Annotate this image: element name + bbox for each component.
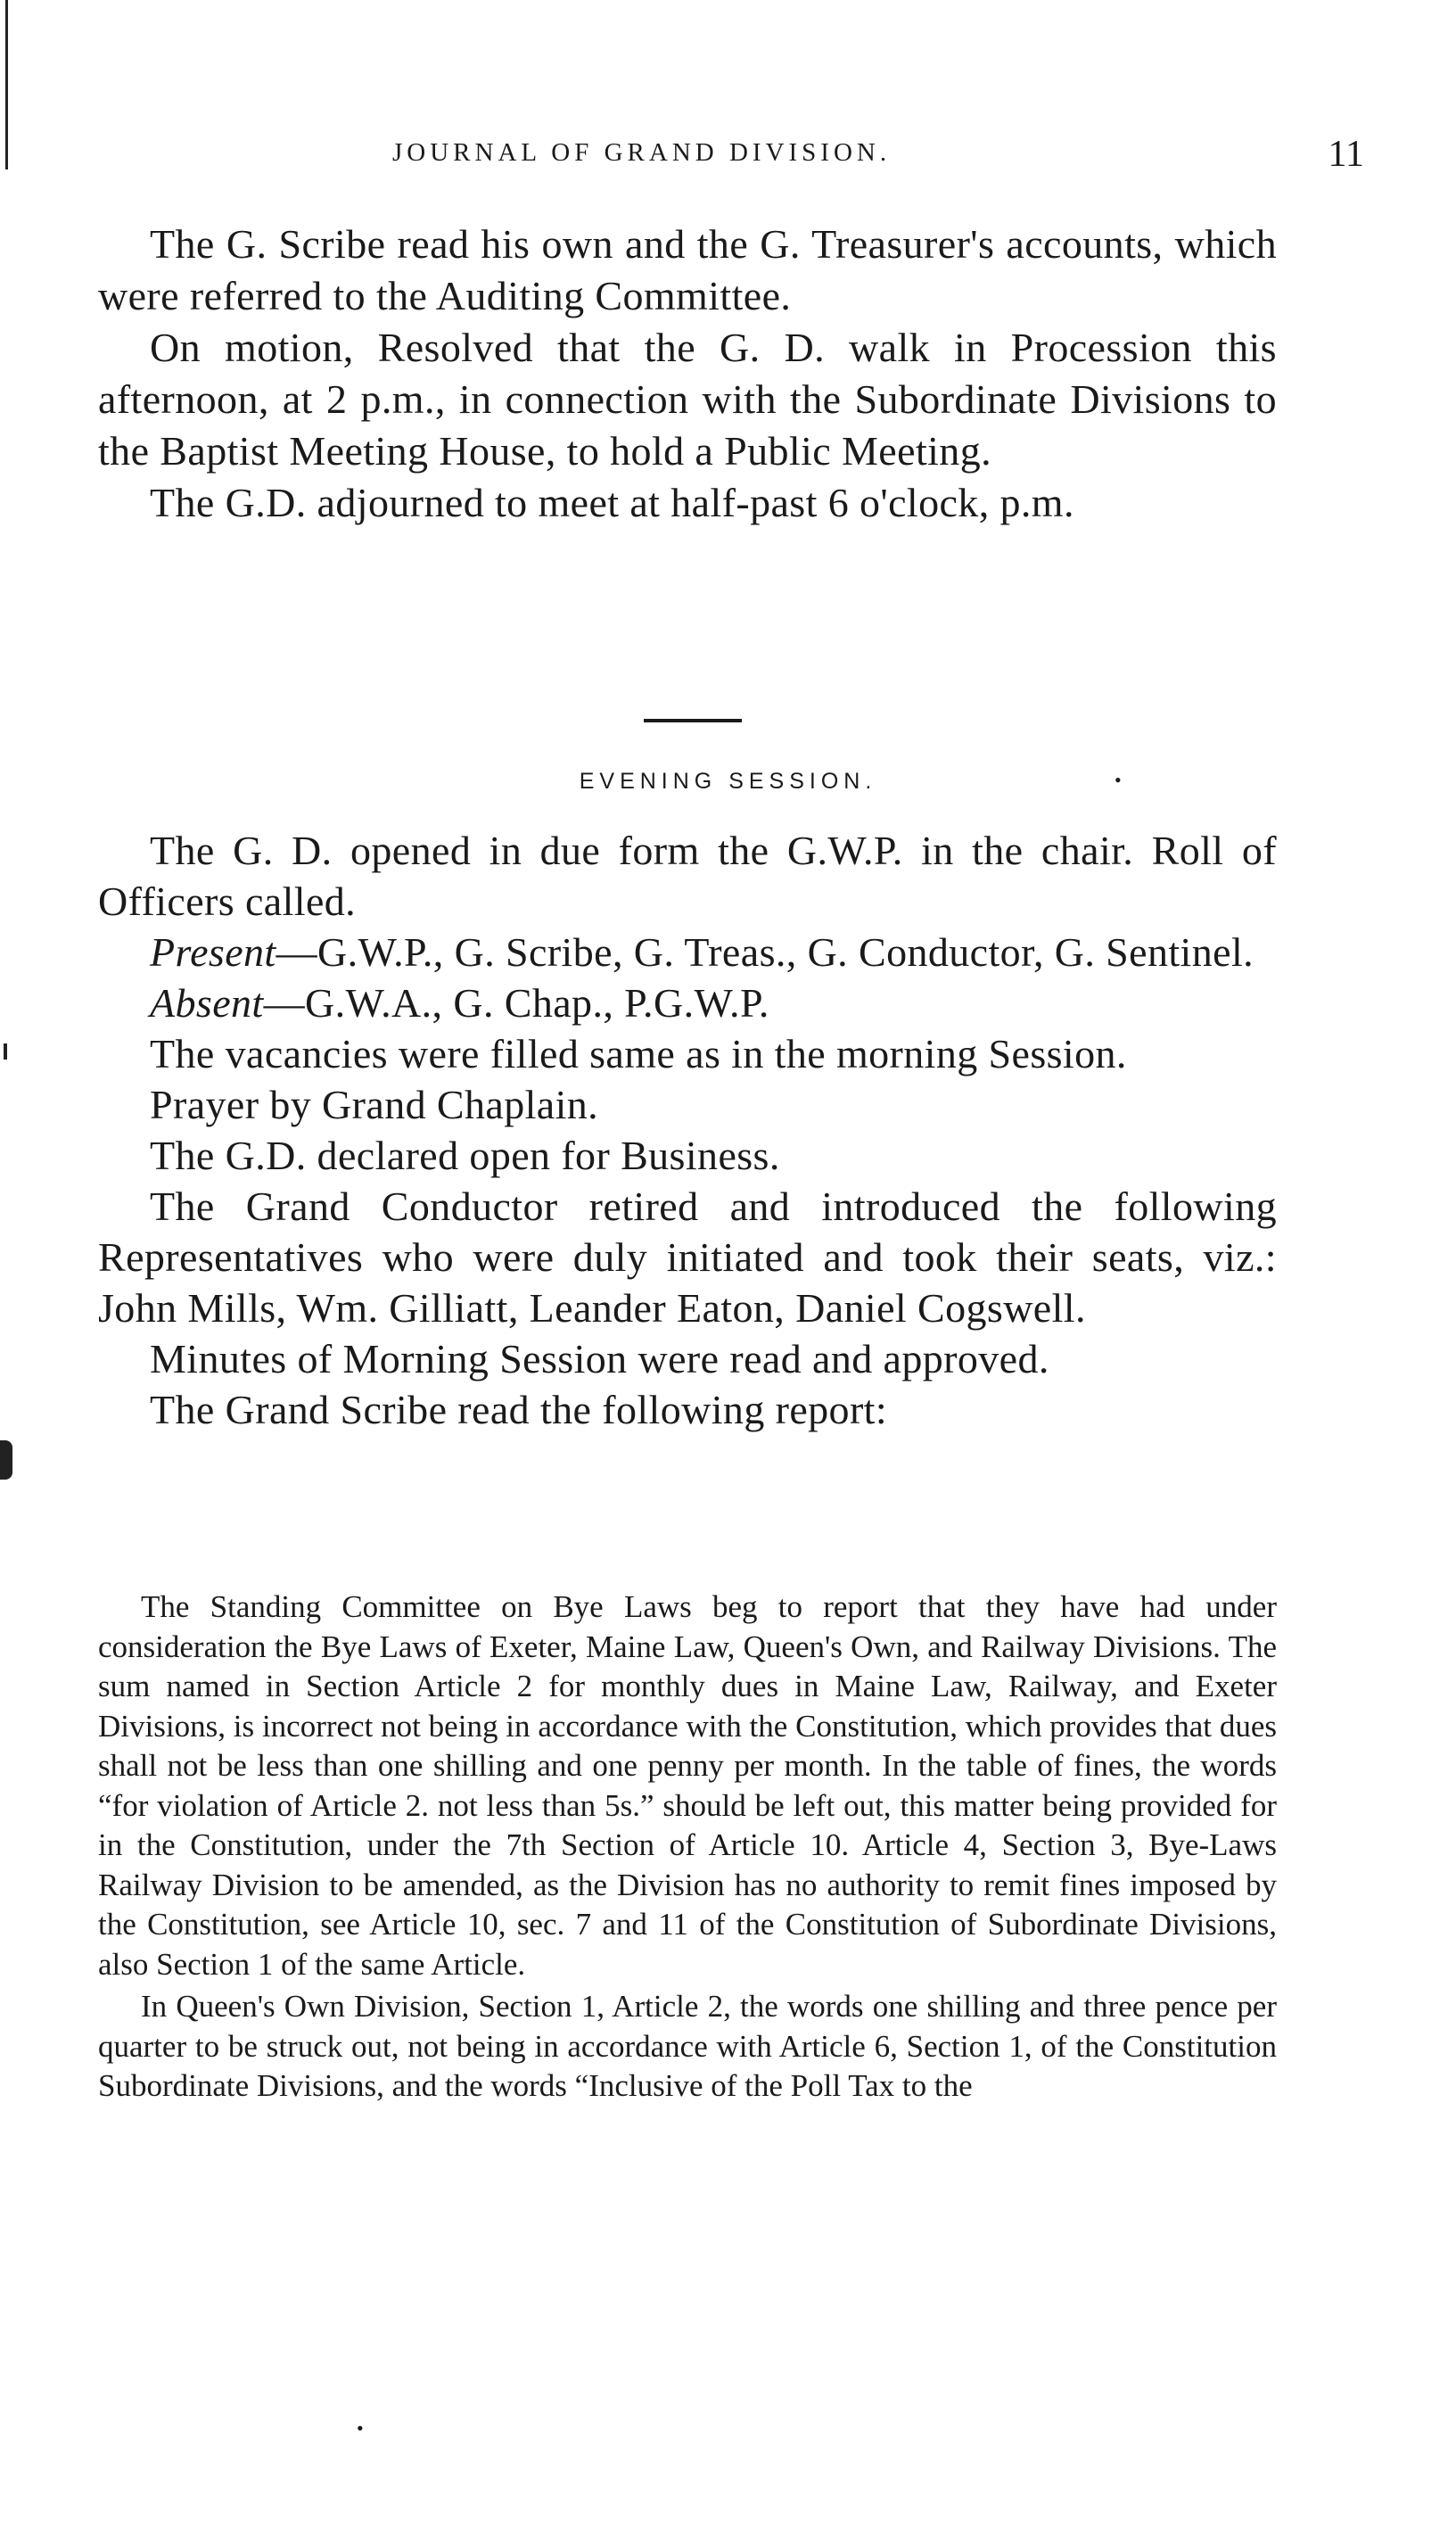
paragraph-vacancies: The vacancies were filled same as in the morning Session. [150,1031,1127,1076]
absent-list: —G.W.A., G. Chap., P.G.W.P. [263,980,769,1026]
page-number: 11 [1328,134,1364,175]
section-divider [644,719,742,722]
ink-speck: • [357,2417,364,2439]
absent-label: Absent [150,980,264,1026]
morning-session-text [98,219,1277,529]
paragraph-procession: On motion, Resolved that the G. D. walk in Procession this afternoon, at 2 p.m., in connection with the Subordinate Divisions to the Baptist Meeting House, to hold a Public Meeting. [98,325,1277,474]
paragraph-report-intro: The Grand Scribe read the following report: [150,1387,888,1432]
paragraph-present [98,927,1277,977]
paragraph-minutes: Minutes of Morning Session were read and approved. [150,1336,1049,1381]
scan-edge-mark [0,1440,12,1480]
evening-session-heading: EVENING SESSION. [579,769,877,794]
ink-speck: • [1115,769,1122,791]
paragraph-absent [98,977,1277,1028]
paragraph-opened: The G. D. opened in due form the G.W.P. in the chair. Roll of Officers called. [98,828,1277,924]
present-list: —G.W.P., G. Scribe, G. Treas., G. Conductor, G. Sentinel. [276,929,1254,975]
paragraph-representatives: The Grand Conductor retired and introduced the following Representatives who were duly initiated and took their seats, viz.: John Mills, Wm. Gilliatt, Leander Eaton, Daniel Cogswell. [98,1183,1277,1331]
bye-laws-report [98,1588,1277,2107]
scan-edge-mark [5,0,8,169]
report-paragraph: In Queen's Own Division, Section 1, Article 2, the words one shilling and three pence per quarter to be struck out, not being in accordance with Article 6, Section 1, of the Constitution Subordinate Divisions, and the words “Inclusive of the Poll Tax to the [98,1989,1277,2103]
paragraph-declared-open: The G.D. declared open for Business. [150,1133,780,1178]
paragraph-prayer: Prayer by Grand Chaplain. [150,1082,599,1127]
evening-session-text [98,825,1277,1435]
present-label: Present [150,929,276,975]
running-head: JOURNAL OF GRAND DIVISION. [392,138,892,167]
paragraph-adjourned: The G.D. adjourned to meet at half-past 6 o'clock, p.m. [150,480,1074,525]
report-paragraph: The Standing Committee on Bye Laws beg to report that they have had under consideration the Bye Laws of Exeter, Maine Law, Queen's Own, and Railway Divisions. The sum named in Section Article 2 for monthly dues in Maine Law, Railway, and Exeter Divisions, is incorrect not being in accordance with the Constitution, which provides that dues shall not be less than one shilling and one penny per month. In the table of fines, the words “for violation of Article 2. not less than 5s.” should be left out, this matter being provided for in the Constitution, under the 7th Section of Article 10. Article 4, Section 3, Bye-Laws Railway Division to be amended, as the Division has no authority to remit fines imposed by the Constitution, see Article 10, sec. 7 and 11 of the Constitution of Subordinate Divisions, also Section 1 of the same Article. [98,1589,1277,1982]
paragraph-accounts: The G. Scribe read his own and the G. Treasurer's accounts, which were referred to the Auditing Committee. [98,221,1277,318]
page-header [98,134,1364,183]
scan-edge-mark [4,1043,7,1060]
